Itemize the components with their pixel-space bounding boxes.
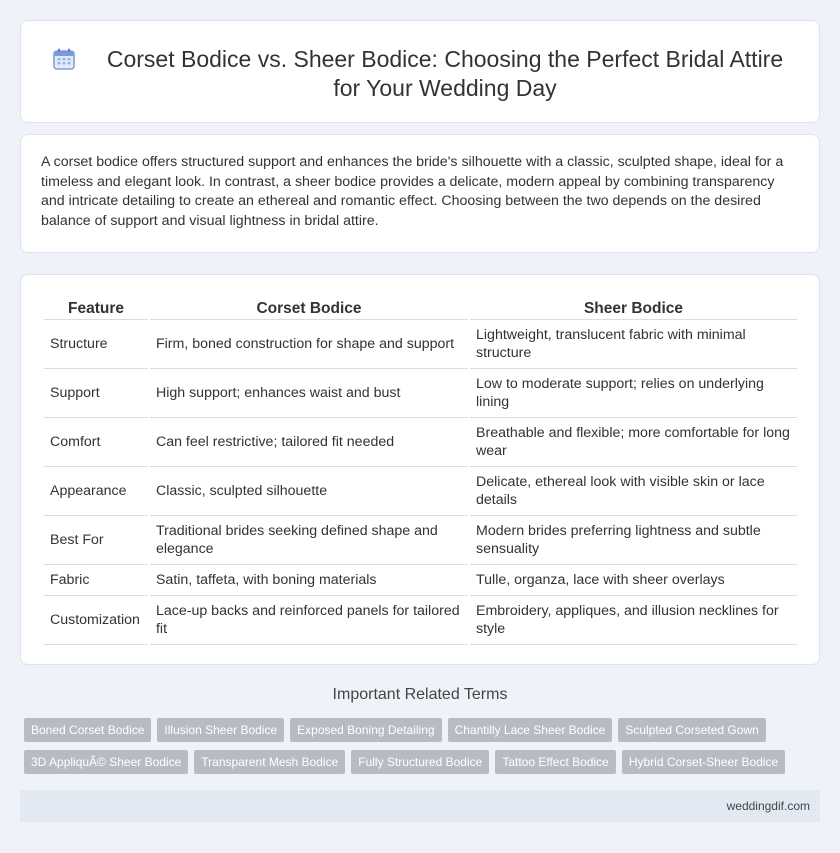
tag-row bbox=[24, 718, 824, 742]
related-terms-heading: Important Related Terms bbox=[332, 686, 508, 703]
header-feature: Feature bbox=[44, 294, 148, 320]
calendar-icon bbox=[53, 48, 75, 70]
title-card bbox=[20, 20, 820, 123]
sheer-cell: Tulle, organza, lace with sheer overlays bbox=[470, 565, 797, 596]
header-corset-bodice: Corset Bodice bbox=[150, 294, 468, 320]
intro-card bbox=[20, 134, 820, 253]
intro-paragraph: A corset bodice offers structured support and enhances the bride's silhouette with a classic, sculpted shape, ideal for a timeless and elegant look. In contrast, a sheer bodice provides a delicate, modern appeal by combining transparency and intricate detailing to create an ethereal and romantic effect. Choosing between the two depends on the desired balance of support and visual lightness in bridal attire. bbox=[41, 154, 784, 229]
table-row bbox=[44, 369, 797, 418]
corset-cell: Lace-up backs and reinforced panels for tailored fit bbox=[150, 596, 468, 645]
related-term-tag[interactable]: Boned Corset Bodice bbox=[24, 718, 151, 742]
related-term-tag[interactable]: 3D AppliquÃ© Sheer Bodice bbox=[24, 750, 188, 774]
feature-cell: Comfort bbox=[44, 418, 148, 467]
corset-cell: Can feel restrictive; tailored fit needed bbox=[150, 418, 468, 467]
tag-row bbox=[24, 750, 824, 774]
table-row bbox=[44, 565, 797, 596]
table-row bbox=[44, 596, 797, 645]
sheer-cell: Delicate, ethereal look with visible skin or lace details bbox=[470, 467, 797, 516]
related-term-tag[interactable]: Illusion Sheer Bodice bbox=[157, 718, 284, 742]
feature-cell: Support bbox=[44, 369, 148, 418]
table-row bbox=[44, 467, 797, 516]
table-row bbox=[44, 418, 797, 467]
corset-cell: Satin, taffeta, with boning materials bbox=[150, 565, 468, 596]
sheer-cell: Lightweight, translucent fabric with minimal structure bbox=[470, 320, 797, 369]
corset-cell: Firm, boned construction for shape and support bbox=[150, 320, 468, 369]
related-term-tag[interactable]: Sculpted Corseted Gown bbox=[618, 718, 765, 742]
related-term-tag[interactable]: Exposed Boning Detailing bbox=[290, 718, 441, 742]
sheer-cell: Breathable and flexible; more comfortable for long wear bbox=[470, 418, 797, 467]
footer bbox=[20, 790, 820, 822]
sheer-cell: Embroidery, appliques, and illusion necklines for style bbox=[470, 596, 797, 645]
related-terms bbox=[24, 718, 824, 782]
comparison-card bbox=[20, 274, 820, 665]
corset-cell: Traditional brides seeking defined shape and elegance bbox=[150, 516, 468, 565]
sheer-cell: Low to moderate support; relies on underlying lining bbox=[470, 369, 797, 418]
feature-cell: Best For bbox=[44, 516, 148, 565]
page-title: Corset Bodice vs. Sheer Bodice: Choosing the Perfect Bridal Attire for Your Wedding Day bbox=[106, 46, 784, 101]
comparison-table bbox=[42, 294, 799, 645]
feature-cell: Fabric bbox=[44, 565, 148, 596]
table-row bbox=[44, 516, 797, 565]
sheer-cell: Modern brides preferring lightness and subtle sensuality bbox=[470, 516, 797, 565]
footer-site-link[interactable]: weddingdif.com bbox=[726, 799, 810, 813]
feature-cell: Customization bbox=[44, 596, 148, 645]
table-header-row bbox=[44, 294, 797, 320]
feature-cell: Appearance bbox=[44, 467, 148, 516]
header-sheer-bodice: Sheer Bodice bbox=[470, 294, 797, 320]
feature-cell: Structure bbox=[44, 320, 148, 369]
related-term-tag[interactable]: Transparent Mesh Bodice bbox=[194, 750, 345, 774]
related-term-tag[interactable]: Tattoo Effect Bodice bbox=[495, 750, 616, 774]
related-term-tag[interactable]: Chantilly Lace Sheer Bodice bbox=[448, 718, 613, 742]
corset-cell: Classic, sculpted silhouette bbox=[150, 467, 468, 516]
corset-cell: High support; enhances waist and bust bbox=[150, 369, 468, 418]
related-term-tag[interactable]: Hybrid Corset-Sheer Bodice bbox=[622, 750, 785, 774]
related-term-tag[interactable]: Fully Structured Bodice bbox=[351, 750, 489, 774]
table-row bbox=[44, 320, 797, 369]
